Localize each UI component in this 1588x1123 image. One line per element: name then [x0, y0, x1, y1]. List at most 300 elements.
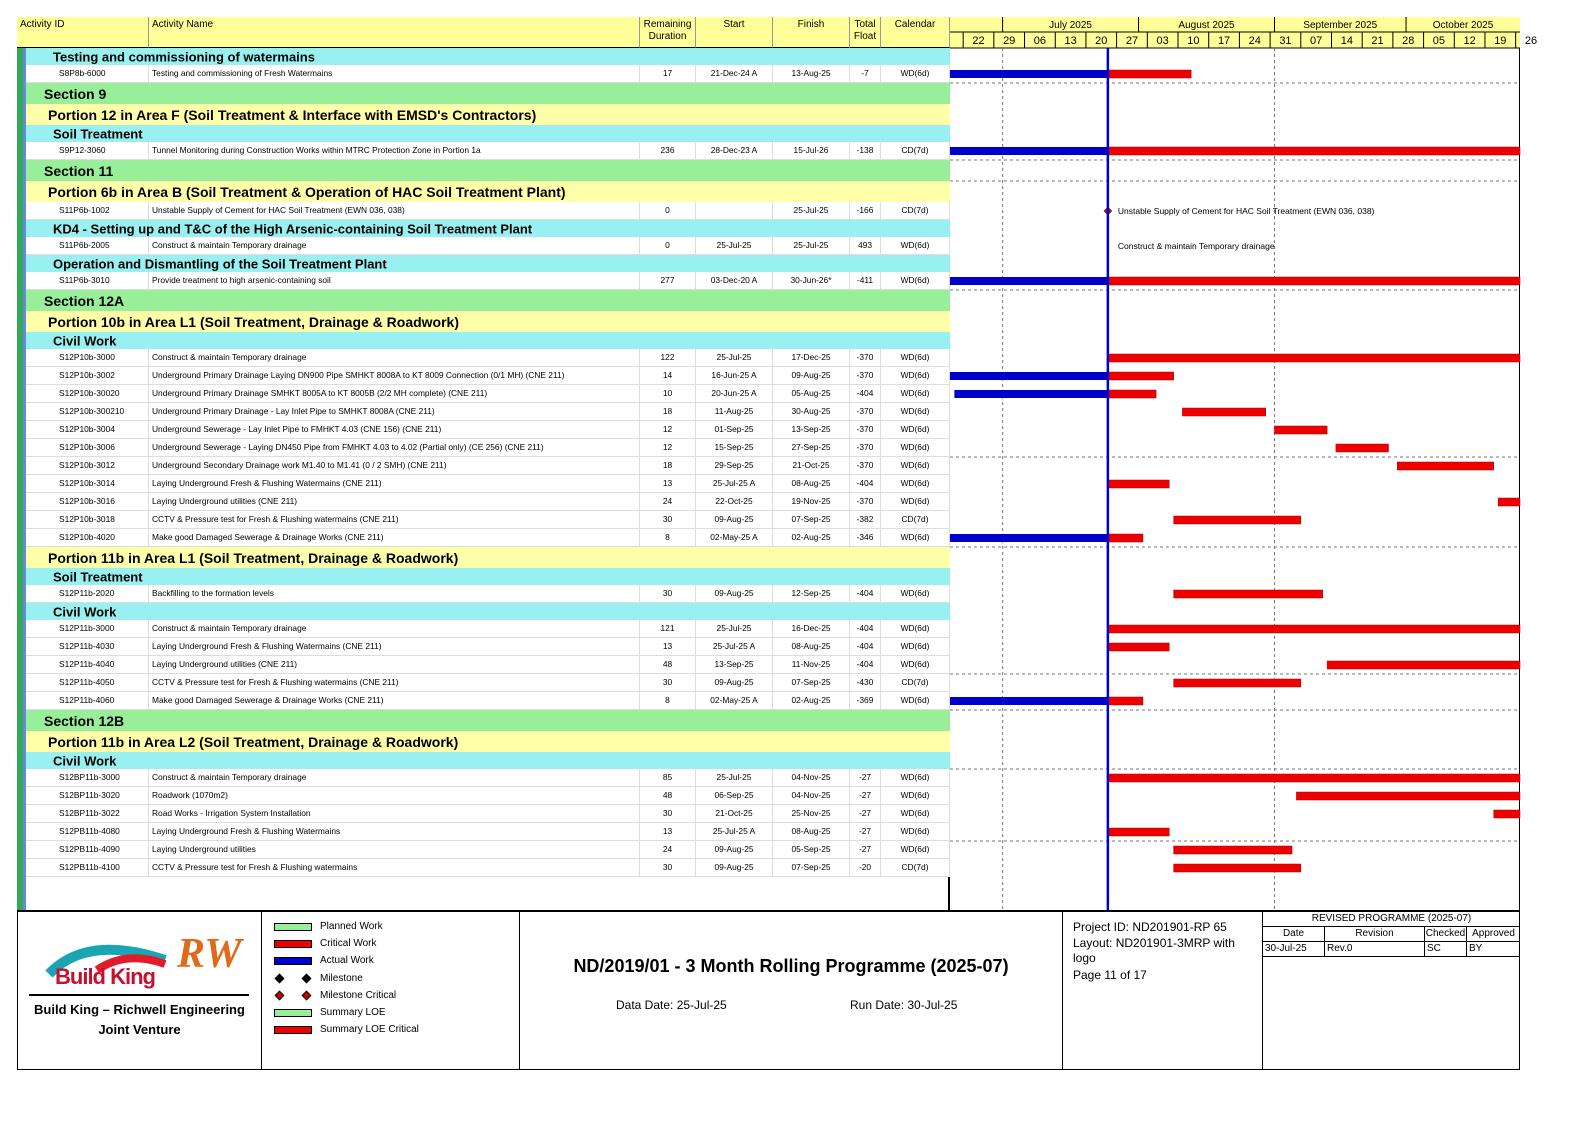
calendar-cell: WD(6d)	[881, 385, 950, 402]
calendar-cell: WD(6d)	[881, 439, 950, 456]
table-row[interactable]	[17, 841, 950, 859]
legend-label: Summary LOE	[320, 1007, 386, 1018]
start-cell: 01-Sep-25	[696, 421, 773, 438]
run-date: Run Date: 30-Jul-25	[850, 998, 958, 1012]
company-name-line1: Build King – Richwell Engineering	[34, 1002, 245, 1017]
revision-table	[1263, 912, 1520, 1070]
finish-cell: 30-Aug-25	[773, 403, 850, 420]
legend-diamond-icon	[274, 975, 312, 982]
table-row[interactable]	[17, 656, 950, 674]
wbs-band-level3	[17, 568, 950, 585]
total-float-cell: -404	[850, 638, 881, 655]
finish-cell: 11-Nov-25	[773, 656, 850, 673]
project-id: Project ID: ND201901-RP 65	[1073, 920, 1227, 934]
finish-cell: 08-Aug-25	[773, 823, 850, 840]
legend-swatch	[274, 923, 312, 931]
table-row[interactable]	[17, 692, 950, 710]
week-label: 26	[1524, 35, 1538, 47]
finish-cell: 30-Jun-26*	[773, 272, 850, 289]
header-calendar: Calendar	[881, 17, 950, 48]
wbs-band-level3	[17, 255, 950, 272]
week-label: 21	[1371, 35, 1384, 47]
activity-name-cell: Construct & maintain Temporary drainage	[149, 349, 640, 366]
total-float-cell: -411	[850, 272, 881, 289]
start-cell: 09-Aug-25	[696, 511, 773, 528]
remaining-duration-cell: 0	[640, 237, 696, 254]
company-name	[17, 1000, 262, 1040]
month-label: July 2025	[1049, 20, 1092, 31]
week-label: 13	[1064, 35, 1077, 47]
start-cell: 28-Dec-23 A	[696, 142, 773, 159]
table-row[interactable]	[17, 787, 950, 805]
revision-heading: REVISED PROGRAMME (2025-07)	[1263, 912, 1520, 927]
activity-name-cell: Underground Primary Drainage - Lay Inlet Pipe to SMHKT 8008A (CNE 211)	[149, 403, 640, 420]
wbs-band-label: Portion 6b in Area B (Soil Treatment & Operation of HAC Soil Treatment Plant)	[48, 183, 566, 200]
activity-name-cell: Roadwork (1070m2)	[149, 787, 640, 804]
activity-id-cell: S12P11b-3000	[37, 620, 149, 637]
table-row[interactable]	[17, 439, 950, 457]
critical-work-bar	[1108, 354, 1520, 362]
header-activity-name: Activity Name	[149, 17, 640, 48]
table-row[interactable]	[17, 620, 950, 638]
wbs-band-level3	[17, 220, 950, 237]
data-date: Data Date: 25-Jul-25	[616, 998, 727, 1012]
wbs-band-label: Portion 12 in Area F (Soil Treatment & Interface with EMSD's Contractors)	[48, 106, 537, 123]
activity-id-cell: S8P8b-6000	[37, 65, 149, 82]
finish-cell: 25-Jul-25	[773, 202, 850, 219]
table-row[interactable]	[17, 475, 950, 493]
table-row[interactable]	[17, 385, 950, 403]
legend-item	[274, 918, 383, 935]
remaining-duration-cell: 14	[640, 367, 696, 384]
table-row[interactable]	[17, 421, 950, 439]
finish-cell: 07-Sep-25	[773, 859, 850, 876]
finish-cell: 09-Aug-25	[773, 367, 850, 384]
activity-id-cell: S12P10b-3016	[37, 493, 149, 510]
activity-table	[17, 17, 950, 910]
total-float-cell: -138	[850, 142, 881, 159]
total-float-cell: -404	[850, 656, 881, 673]
legend-item	[274, 935, 376, 952]
wbs-band-label: Testing and commissioning of watermains	[53, 49, 315, 64]
total-float-cell: -27	[850, 805, 881, 822]
total-float-cell: -7	[850, 65, 881, 82]
total-float-cell: -27	[850, 769, 881, 786]
legend-swatch	[274, 1009, 312, 1017]
critical-work-bar	[1108, 70, 1191, 78]
wbs-band-level3	[17, 603, 950, 620]
critical-work-bar	[1108, 147, 1520, 155]
finish-cell: 21-Oct-25	[773, 457, 850, 474]
start-cell: 20-Jun-25 A	[696, 385, 773, 402]
start-cell: 25-Jul-25	[696, 349, 773, 366]
total-float-cell: -370	[850, 493, 881, 510]
wbs-band-label: Soil Treatment	[53, 569, 143, 584]
remaining-duration-cell: 277	[640, 272, 696, 289]
legend-label: Milestone Critical	[320, 989, 397, 1001]
start-cell: 25-Jul-25 A	[696, 638, 773, 655]
total-float-cell: -27	[850, 841, 881, 858]
critical-work-bar	[1182, 408, 1265, 416]
revision-column-header: Revision	[1325, 927, 1425, 942]
finish-cell: 04-Nov-25	[773, 769, 850, 786]
finish-cell: 08-Aug-25	[773, 475, 850, 492]
legend-label: Summary LOE Critical	[320, 1024, 419, 1036]
header-finish: Finish	[773, 17, 850, 48]
critical-work-bar	[1494, 810, 1520, 818]
revision-cell: Rev.0	[1325, 942, 1425, 957]
start-cell: 22-Oct-25	[696, 493, 773, 510]
start-cell: 21-Dec-24 A	[696, 65, 773, 82]
finish-cell: 15-Jul-26	[773, 142, 850, 159]
wbs-band-level2	[17, 731, 950, 752]
activity-id-cell: S12P10b-3012	[37, 457, 149, 474]
logo-divider	[29, 994, 249, 996]
header-start: Start	[696, 17, 773, 48]
wbs-band-level2	[17, 311, 950, 332]
revision-cell: SC	[1425, 942, 1467, 957]
wbs-band-label: Civil Work	[53, 604, 117, 619]
remaining-duration-cell: 24	[640, 493, 696, 510]
calendar-cell: WD(6d)	[881, 638, 950, 655]
activity-name-cell: Laying Underground Fresh & Flushing Watermains (CNE 211)	[149, 638, 640, 655]
header-remaining-duration: Remaining Duration	[640, 17, 696, 48]
legend-swatch	[274, 1026, 312, 1034]
table-row[interactable]	[17, 403, 950, 421]
remaining-duration-cell: 18	[640, 403, 696, 420]
week-label: 24	[1248, 35, 1261, 47]
activity-name-cell: Construct & maintain Temporary drainage	[149, 620, 640, 637]
wbs-band-level1	[17, 83, 950, 104]
start-cell: 09-Aug-25	[696, 841, 773, 858]
remaining-duration-cell: 30	[640, 585, 696, 602]
remaining-duration-cell: 12	[640, 421, 696, 438]
week-label: 20	[1095, 35, 1108, 47]
remaining-duration-cell: 13	[640, 823, 696, 840]
table-row[interactable]	[17, 769, 950, 787]
table-row[interactable]	[17, 859, 950, 877]
activity-id-cell: S12P11b-2020	[37, 585, 149, 602]
revision-cell: 30-Jul-25	[1263, 942, 1325, 957]
finish-cell: 05-Aug-25	[773, 385, 850, 402]
total-float-cell: -404	[850, 475, 881, 492]
legend-item	[274, 952, 374, 969]
footer	[17, 910, 1520, 1070]
activity-name-cell: Backfilling to the formation levels	[149, 585, 640, 602]
start-cell: 25-Jul-25	[696, 769, 773, 786]
actual-work-bar	[950, 277, 1108, 285]
table-row[interactable]	[17, 511, 950, 529]
wbs-band-level3	[17, 48, 950, 65]
calendar-cell: WD(6d)	[881, 272, 950, 289]
month-label: August 2025	[1178, 20, 1235, 31]
wbs-band-label: Section 12A	[44, 292, 125, 309]
critical-work-bar	[1174, 679, 1301, 687]
total-float-cell: -27	[850, 823, 881, 840]
table-row[interactable]	[17, 349, 950, 367]
table-row[interactable]	[17, 585, 950, 603]
legend-item	[274, 1004, 386, 1021]
legend	[262, 912, 520, 1070]
wbs-band-label: Soil Treatment	[53, 126, 143, 141]
legend-label: Actual Work	[320, 955, 374, 967]
wbs-band-label: Portion 11b in Area L1 (Soil Treatment, Drainage & Roadwork)	[48, 549, 459, 566]
start-cell: 16-Jun-25 A	[696, 367, 773, 384]
calendar-cell: WD(6d)	[881, 349, 950, 366]
calendar-cell: WD(6d)	[881, 529, 950, 546]
remaining-duration-cell: 13	[640, 475, 696, 492]
finish-cell: 12-Sep-25	[773, 585, 850, 602]
start-cell: 02-May-25 A	[696, 692, 773, 709]
critical-work-bar	[1327, 661, 1520, 669]
legend-item	[274, 987, 396, 1004]
week-label: 03	[1156, 35, 1169, 47]
activity-name-cell: Unstable Supply of Cement for HAC Soil Treatment (EWN 036, 038)	[149, 202, 640, 219]
activity-name-cell: Testing and commissioning of Fresh Watermains	[149, 65, 640, 82]
wbs-band-level1	[17, 290, 950, 311]
wbs-band-label: Section 12B	[44, 712, 125, 729]
critical-work-bar	[1108, 697, 1143, 705]
remaining-duration-cell: 8	[640, 692, 696, 709]
wbs-band-level3	[17, 752, 950, 769]
critical-work-bar	[1336, 444, 1389, 452]
critical-work-bar	[1296, 792, 1520, 800]
bar-label: Construct & maintain Temporary drainage	[1117, 241, 1275, 251]
critical-work-bar	[1274, 426, 1327, 434]
table-row[interactable]	[17, 529, 950, 547]
revision-cell: BY	[1467, 942, 1520, 957]
critical-work-bar	[1108, 774, 1520, 782]
gantt-svg	[950, 17, 1538, 910]
finish-cell: 25-Nov-25	[773, 805, 850, 822]
project-info	[1063, 912, 1263, 1070]
finish-cell: 19-Nov-25	[773, 493, 850, 510]
table-row[interactable]	[17, 457, 950, 475]
actual-work-bar	[950, 70, 1108, 78]
week-label: 27	[1125, 35, 1139, 47]
critical-work-bar	[1108, 277, 1520, 285]
finish-cell: 04-Nov-25	[773, 787, 850, 804]
critical-work-bar	[1498, 498, 1520, 506]
wbs-band-label: KD4 - Setting up and T&C of the High Arsenic-containing Soil Treatment Plant	[53, 221, 533, 236]
legend-diamond-icon	[274, 992, 312, 999]
finish-cell: 02-Aug-25	[773, 529, 850, 546]
activity-name-cell: Construct & maintain Temporary drainage	[149, 237, 640, 254]
month-label: October 2025	[1432, 20, 1494, 31]
activity-id-cell: S11P6b-2005	[37, 237, 149, 254]
total-float-cell: 493	[850, 237, 881, 254]
activity-name-cell: Laying Underground utilities (CNE 211)	[149, 493, 640, 510]
activity-id-cell: S12BP11b-3000	[37, 769, 149, 786]
start-cell: 25-Jul-25	[696, 237, 773, 254]
week-label: 17	[1217, 35, 1231, 47]
start-cell: 25-Jul-25	[696, 620, 773, 637]
remaining-duration-cell: 13	[640, 638, 696, 655]
wbs-band-level1	[17, 710, 950, 731]
week-label: 06	[1033, 35, 1047, 47]
actual-work-bar	[950, 534, 1108, 542]
logo-box	[17, 912, 262, 1070]
wbs-stripe-secondary	[23, 48, 26, 910]
activity-id-cell: S12P10b-30020	[37, 385, 149, 402]
legend-swatch	[274, 957, 312, 965]
activity-id-cell: S12P10b-4020	[37, 529, 149, 546]
total-float-cell: -370	[850, 421, 881, 438]
activity-id-cell: S12P11b-4030	[37, 638, 149, 655]
activity-name-cell: CCTV & Pressure test for Fresh & Flushing watermains (CNE 211)	[149, 674, 640, 691]
critical-work-bar	[1108, 643, 1169, 651]
critical-work-bar	[1174, 516, 1301, 524]
finish-cell: 17-Dec-25	[773, 349, 850, 366]
calendar-cell: WD(6d)	[881, 656, 950, 673]
table-row[interactable]	[17, 237, 950, 255]
finish-cell: 13-Sep-25	[773, 421, 850, 438]
start-cell: 11-Aug-25	[696, 403, 773, 420]
start-cell: 25-Jul-25 A	[696, 475, 773, 492]
table-row[interactable]	[17, 272, 950, 290]
calendar-cell: WD(6d)	[881, 457, 950, 474]
table-row[interactable]	[17, 638, 950, 656]
activity-id-cell: S12P10b-3002	[37, 367, 149, 384]
remaining-duration-cell: 121	[640, 620, 696, 637]
bar-label: Unstable Supply of Cement for HAC Soil Treatment (EWN 036, 038)	[1117, 206, 1375, 216]
table-row[interactable]	[17, 674, 950, 692]
critical-work-bar	[1108, 480, 1169, 488]
critical-work-bar	[1174, 864, 1301, 872]
remaining-duration-cell: 30	[640, 674, 696, 691]
calendar-cell: WD(6d)	[881, 787, 950, 804]
finish-cell: 13-Aug-25	[773, 65, 850, 82]
wbs-band-label: Section 9	[44, 85, 107, 102]
week-label: 31	[1279, 35, 1292, 47]
activity-id-cell: S12BP11b-3022	[37, 805, 149, 822]
week-label: 07	[1310, 35, 1323, 47]
table-row[interactable]	[17, 493, 950, 511]
start-cell: 15-Sep-25	[696, 439, 773, 456]
legend-label: Milestone	[320, 972, 363, 984]
activity-id-cell: S12P10b-3006	[37, 439, 149, 456]
company-name-line2: Joint Venture	[98, 1022, 181, 1037]
activity-id-cell: S12PB11b-4100	[37, 859, 149, 876]
activity-name-cell: CCTV & Pressure test for Fresh & Flushing watermains	[149, 859, 640, 876]
week-label: 14	[1340, 35, 1353, 47]
activity-name-cell: Underground Sewerage - Laying DN450 Pipe from FMHKT 4.03 to 4.02 (Partial only) (CE 256) (CNE 211)	[149, 439, 640, 456]
critical-work-bar	[1108, 828, 1169, 836]
start-cell: 09-Aug-25	[696, 585, 773, 602]
table-row[interactable]	[17, 142, 950, 160]
calendar-cell: WD(6d)	[881, 805, 950, 822]
critical-work-bar	[1174, 846, 1292, 854]
wbs-band-level1	[17, 160, 950, 181]
calendar-cell: WD(6d)	[881, 585, 950, 602]
activity-id-cell: S12P10b-3014	[37, 475, 149, 492]
critical-work-bar	[1108, 390, 1156, 398]
table-row[interactable]	[17, 65, 950, 83]
remaining-duration-cell: 24	[640, 841, 696, 858]
activity-id-cell: S12P10b-3018	[37, 511, 149, 528]
wbs-band-label: Operation and Dismantling of the Soil Treatment Plant	[53, 256, 387, 271]
activity-id-cell: S12P10b-3004	[37, 421, 149, 438]
header-activity-id: Activity ID	[17, 17, 149, 48]
activity-id-cell: S12P11b-4040	[37, 656, 149, 673]
activity-id-cell: S12BP11b-3020	[37, 787, 149, 804]
table-row[interactable]	[17, 805, 950, 823]
start-cell: 06-Sep-25	[696, 787, 773, 804]
remaining-duration-cell: 122	[640, 349, 696, 366]
revision-column-header: Date	[1263, 927, 1325, 942]
legend-label: Critical Work	[320, 938, 377, 950]
programme-title: ND/2019/01 - 3 Month Rolling Programme (2025-07)	[573, 956, 1009, 976]
week-label: 29	[1003, 35, 1016, 47]
activity-id-cell: S12P10b-300210	[37, 403, 149, 420]
remaining-duration-cell: 30	[640, 805, 696, 822]
critical-work-bar	[1174, 590, 1323, 598]
activity-name-cell: Make good Damaged Sewerage & Drainage Works (CNE 211)	[149, 692, 640, 709]
total-float-cell: -166	[850, 202, 881, 219]
calendar-cell: WD(6d)	[881, 475, 950, 492]
activity-id-cell: S12PB11b-4080	[37, 823, 149, 840]
table-row[interactable]	[17, 823, 950, 841]
finish-cell: 27-Sep-25	[773, 439, 850, 456]
activity-name-cell: Laying Underground utilities	[149, 841, 640, 858]
finish-cell: 07-Sep-25	[773, 511, 850, 528]
calendar-cell: WD(6d)	[881, 692, 950, 709]
total-float-cell: -430	[850, 674, 881, 691]
start-cell: 21-Oct-25	[696, 805, 773, 822]
start-cell: 29-Sep-25	[696, 457, 773, 474]
remaining-duration-cell: 8	[640, 529, 696, 546]
activity-name-cell: Underground Primary Drainage SMHKT 8005A to KT 8005B (2/2 MH complete) (CNE 211)	[149, 385, 640, 402]
activity-name-cell: Underground Secondary Drainage work M1.40 to M1.41 (0 / 2 SMH) (CNE 211)	[149, 457, 640, 474]
calendar-cell: WD(6d)	[881, 367, 950, 384]
remaining-duration-cell: 17	[640, 65, 696, 82]
activity-id-cell: S12P11b-4050	[37, 674, 149, 691]
page-number: Page 11 of 17	[1073, 968, 1147, 982]
remaining-duration-cell: 48	[640, 787, 696, 804]
wbs-band-label: Portion 10b in Area L1 (Soil Treatment, Drainage & Roadwork)	[48, 313, 460, 330]
wbs-band-level2	[17, 104, 950, 125]
week-label: 19	[1494, 35, 1507, 47]
revision-column-header: Checked	[1425, 927, 1467, 942]
calendar-cell: CD(7d)	[881, 859, 950, 876]
remaining-duration-cell: 48	[640, 656, 696, 673]
critical-work-bar	[1397, 462, 1493, 470]
remaining-duration-cell: 236	[640, 142, 696, 159]
wbs-band-label: Section 11	[44, 162, 114, 179]
activity-id-cell: S11P6b-3010	[37, 272, 149, 289]
calendar-cell: WD(6d)	[881, 823, 950, 840]
critical-work-bar	[1108, 534, 1143, 542]
week-label: 28	[1402, 35, 1415, 47]
finish-cell: 16-Dec-25	[773, 620, 850, 637]
total-float-cell: -370	[850, 367, 881, 384]
total-float-cell: -346	[850, 529, 881, 546]
start-cell: 25-Jul-25 A	[696, 823, 773, 840]
activity-name-cell: Construct & maintain Temporary drainage	[149, 769, 640, 786]
calendar-cell: WD(6d)	[881, 769, 950, 786]
wbs-band-level3	[17, 332, 950, 349]
legend-swatch	[274, 940, 312, 948]
table-row[interactable]	[17, 202, 950, 220]
table-row[interactable]	[17, 367, 950, 385]
activity-name-cell: Tunnel Monitoring during Construction Works within MTRC Protection Zone in Portion 1a	[149, 142, 640, 159]
week-label: 22	[972, 35, 985, 47]
finish-cell: 25-Jul-25	[773, 237, 850, 254]
remaining-duration-cell: 12	[640, 439, 696, 456]
calendar-cell: CD(7d)	[881, 511, 950, 528]
total-float-cell: -382	[850, 511, 881, 528]
activity-name-cell: Underground Primary Drainage Laying DN900 Pipe SMHKT 8008A to KT 8009 Connection (0/1 MH) (CNE 211)	[149, 367, 640, 384]
